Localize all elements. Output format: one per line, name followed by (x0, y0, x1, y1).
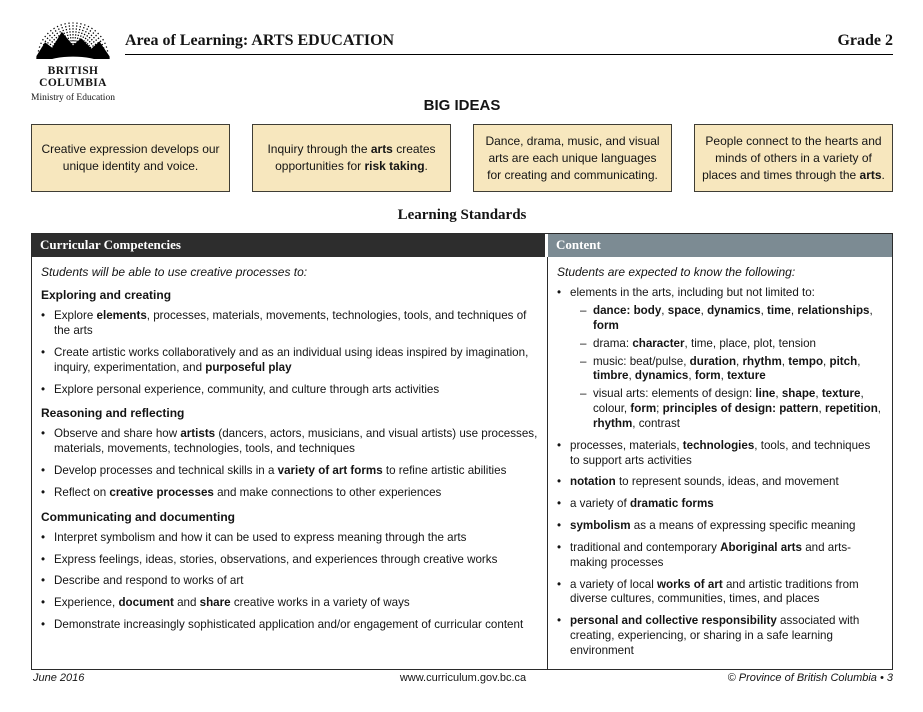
curricular-section-title: Communicating and documenting (41, 509, 235, 524)
content-bullet (557, 541, 883, 571)
curricular-section-title: Exploring and creating (41, 288, 172, 303)
list-item-text: drama: character, time, place, plot, tension (593, 336, 816, 350)
bullet-marker: • (41, 345, 46, 359)
bullet-marker: • (41, 382, 46, 396)
list-item-text: music: beat/pulse, duration, rhythm, tempo, pitch, timbre, dynamics, form, texture (593, 354, 861, 383)
content-intro: Students are expected to know the following: (557, 265, 796, 280)
curricular-bullet-list (41, 427, 538, 500)
content-sub-bullet (580, 387, 883, 431)
bullet-marker: • (41, 552, 46, 566)
list-item-text: processes, materials, technologies, tools, and techniques to support arts activities (570, 438, 871, 467)
list-item-text: Create artistic works collaboratively and as an individual using ideas inspired by imagination, inquiry, experimentation, and purposeful play (54, 345, 529, 374)
bullet-marker: • (41, 485, 46, 499)
footer-page-number: 3 (886, 672, 894, 684)
footer-copyright-text: © Province of British Columbia (727, 672, 877, 684)
bullet-marker: – (580, 387, 587, 401)
footer-url: www.curriculum.gov.bc.ca (399, 672, 527, 684)
curricular-bullet (41, 531, 538, 546)
content-list (557, 286, 883, 658)
bullet-marker: • (41, 574, 46, 588)
curricular-competencies-header: Curricular Competencies (32, 234, 548, 257)
document-footer (33, 672, 893, 684)
footer-copyright (606, 672, 893, 684)
bullet-marker: – (580, 354, 587, 368)
curricular-bullet (41, 346, 538, 376)
logo-org-line2: COLUMBIA (39, 76, 107, 89)
bullet-marker: • (557, 286, 562, 300)
list-item-text: Develop processes and technical skills in a variety of art forms to refine artistic abilities (54, 464, 507, 478)
big-ideas-section (31, 97, 893, 192)
curricular-sections (41, 288, 538, 633)
content-bullet (557, 614, 883, 658)
table-body (32, 257, 892, 668)
bullet-marker: – (580, 304, 587, 318)
list-item-text: personal and collective responsibility associated with creating, experiencing, or sharing in a safe learning environment (570, 614, 860, 657)
list-item-text: Demonstrate increasingly sophisticated application and/or engagement of curricular content (54, 618, 524, 632)
bc-logo (31, 10, 115, 103)
grade-label: Grade 2 (837, 32, 893, 49)
curricular-bullet (41, 618, 538, 633)
curricular-competencies-column (32, 257, 548, 668)
list-item-text: Interpret symbolism and how it can be used to express meaning through the arts (54, 530, 467, 544)
list-item-text: elements in the arts, including but not limited to: – dance: body, space, dynamics, time, relationships, form – drama: character, time, place, plot, tension – music: beat/pulse, duration, rhythm, tempo, pitch, timbre, dynamics, form, texture – visual arts: elements of design: line, shape, texture, colour, form; principles of design: pattern, repetition, rhythm, contrast (570, 286, 882, 430)
logo-ministry-label: Ministry of Education (31, 92, 115, 103)
curricular-bullet (41, 464, 538, 479)
bullet-marker: • (41, 530, 46, 544)
bc-sunburst-mountains-icon (33, 10, 113, 60)
content-bullet (557, 578, 883, 608)
bullet-marker: • (41, 427, 46, 441)
learning-standards-section (31, 207, 893, 669)
list-item-text: Reflect on creative processes and make connections to other experiences (54, 485, 442, 499)
logo-org-name (31, 66, 115, 90)
page-title: Area of Learning: ARTS EDUCATION (125, 32, 395, 49)
logo-org-line1: BRITISH (47, 65, 99, 77)
curricular-bullet (41, 596, 538, 611)
content-bullet (557, 286, 883, 431)
list-item-text: a variety of local works of art and artistic traditions from diverse cultures, communities, times, and places (570, 577, 859, 606)
bullet-marker: • (557, 497, 562, 511)
big-ideas-heading: BIG IDEAS (423, 96, 501, 114)
list-item-text: a variety of dramatic forms (570, 497, 714, 511)
content-column (548, 257, 892, 668)
table-header-row (32, 234, 892, 257)
footer-date: June 2016 (33, 672, 85, 684)
big-ideas-row (31, 124, 893, 192)
curricular-bullet (41, 309, 538, 339)
content-sub-bullet (580, 304, 883, 334)
big-idea-text: Dance, drama, music, and visual arts are each unique languages for creating and communicating. (485, 133, 660, 182)
list-item-text: visual arts: elements of design: line, shape, texture, colour, form; principles of design: pattern, repetition, rhythm, contrast (593, 387, 882, 430)
list-item-text: symbolism as a means of expressing specific meaning (570, 519, 856, 533)
content-bullet (557, 439, 883, 469)
big-idea-box (252, 124, 451, 192)
bullet-marker: • (557, 540, 562, 554)
footer-separator: • (879, 672, 884, 684)
title-block (125, 8, 893, 55)
learning-standards-table (31, 233, 893, 669)
learning-standards-heading: Learning Standards (397, 207, 527, 224)
big-idea-box (473, 124, 672, 192)
list-item-text: Explore elements, processes, materials, movements, technologies, tools, and techniques of the arts (54, 309, 527, 338)
curricular-bullet-list (41, 309, 538, 397)
bullet-marker: • (41, 618, 46, 632)
big-idea-text: Inquiry through the arts creates opportunities for risk taking. (267, 142, 436, 174)
list-item-text: Express feelings, ideas, stories, observations, and experiences through creative works (54, 552, 498, 566)
content-sub-list (570, 304, 883, 432)
content-bullet (557, 497, 883, 512)
curricular-bullet (41, 383, 538, 398)
content-sub-bullet (580, 337, 883, 352)
curricular-section-title: Reasoning and reflecting (41, 406, 185, 421)
content-header: Content (548, 234, 892, 257)
list-item-text: dance: body, space, dynamics, time, relationships, form (593, 304, 873, 332)
big-idea-box (31, 124, 230, 192)
big-idea-text: Creative expression develops our unique identity and voice. (41, 142, 220, 174)
bullet-marker: • (41, 464, 46, 478)
curricular-bullet (41, 574, 538, 589)
content-bullet (557, 475, 883, 490)
curricular-bullet-list (41, 531, 538, 633)
bullet-marker: • (557, 614, 562, 628)
title-row (125, 32, 893, 55)
list-item-text: traditional and contemporary Aboriginal arts and arts-making processes (570, 540, 851, 569)
big-idea-text: People connect to the hearts and minds of others in a variety of places and times through the arts. (702, 133, 885, 182)
curricular-intro: Students will be able to use creative processes to: (41, 265, 308, 280)
content-bullet (557, 519, 883, 534)
list-item-text: Explore personal experience, community, and culture through arts activities (54, 382, 440, 396)
curricular-bullet (41, 553, 538, 568)
bullet-marker: • (557, 577, 562, 591)
list-item-text: notation to represent sounds, ideas, and movement (570, 475, 839, 489)
list-item-text: Observe and share how artists (dancers, actors, musicians, and visual artists) use processes, materials, movements, technologies, tools, and techniques (54, 427, 538, 456)
curricular-bullet (41, 486, 538, 501)
document-header (31, 8, 893, 103)
bullet-marker: • (557, 519, 562, 533)
list-item-text: Experience, document and share creative works in a variety of ways (54, 596, 410, 610)
bullet-marker: • (557, 438, 562, 452)
content-sub-bullet (580, 355, 883, 385)
bullet-marker: – (580, 336, 587, 350)
bullet-marker: • (41, 309, 46, 323)
list-item-text: Describe and respond to works of art (54, 574, 244, 588)
big-idea-box (694, 124, 893, 192)
bullet-marker: • (41, 596, 46, 610)
curricular-bullet (41, 427, 538, 457)
bullet-marker: • (557, 475, 562, 489)
